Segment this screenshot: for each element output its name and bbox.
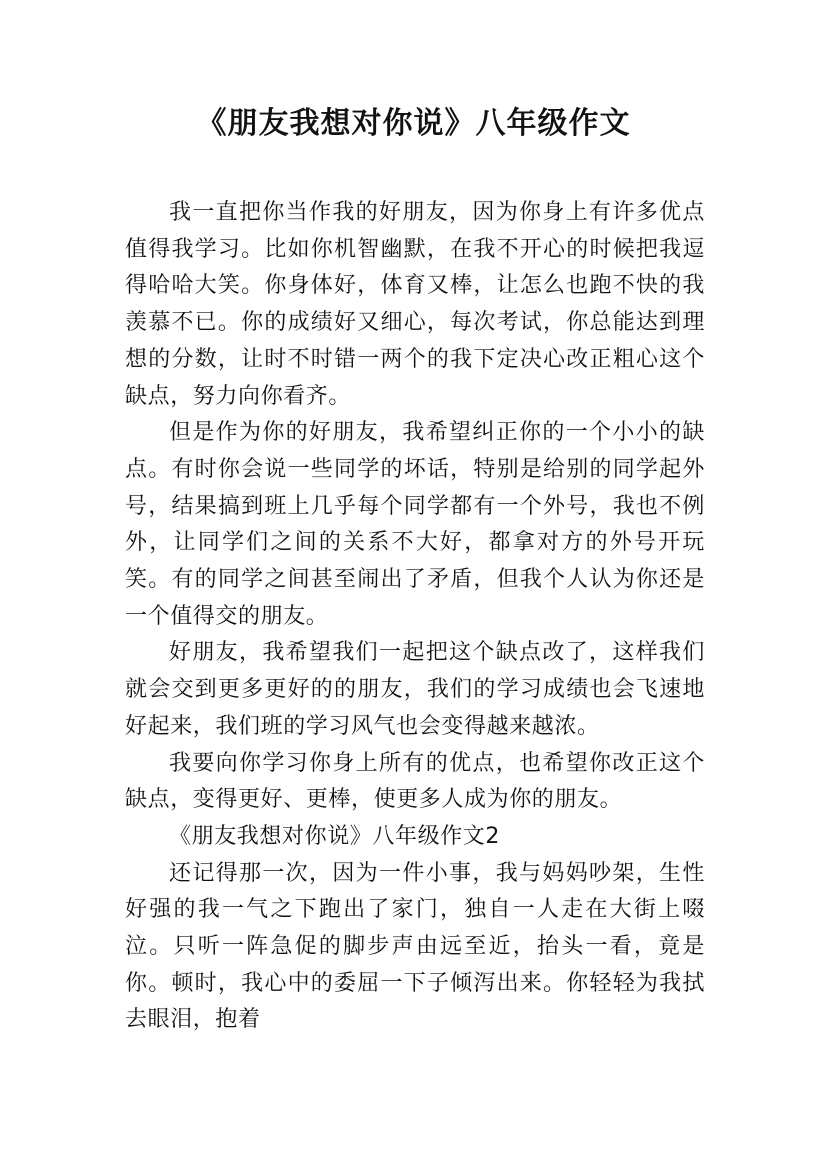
- document-title: 《朋友我想对你说》八年级作文: [196, 106, 631, 141]
- paragraph-3: 好朋友，我希望我们一起把这个缺点改了，这样我们就会交到更多更好的的朋友，我们的学习成绩也会飞速地好起来，我们班的学习风气也会变得越来越浓。: [125, 640, 705, 739]
- paragraph-2: 但是作为你的好朋友，我希望纠正你的一个小小的缺点。有时你会说一些同学的坏话，特别是给别的同学起外号，结果搞到班上几乎每个同学都有一个外号，我也不例外，让同学们之间的关系不大好，都拿对方的外号开玩笑。有的同学之间甚至闹出了矛盾，但我个人认为你还是一个值得交的朋友。: [125, 420, 705, 629]
- document-body: [125, 195, 705, 1039]
- paragraph-5: 还记得那一次，因为一件小事，我与妈妈吵架，生性好强的我一气之下跑出了家门，独自一人走在大街上啜泣。只听一阵急促的脚步声由远至近，抬头一看，竟是你。顿时，我心中的委屈一下子倾泻出来。你轻轻为我拭去眼泪，抱着: [125, 860, 705, 1033]
- paragraph-4: 我要向你学习你身上所有的优点，也希望你改正这个缺点，变得更好、更棒，使更多人成为你的朋友。: [125, 750, 705, 813]
- section-subtitle: 《朋友我想对你说》八年级作文2: [169, 823, 500, 849]
- paragraph-1: 我一直把你当作我的好朋友，因为你身上有许多优点值得我学习。比如你机智幽默，在我不开心的时候把我逗得哈哈大笑。你身体好，体育又棒，让怎么也跑不快的我羡慕不已。你的成绩好又细心，每次考试，你总能达到理想的分数，让时不时错一两个的我下定决心改正粗心这个缺点，努力向你看齐。: [125, 200, 705, 409]
